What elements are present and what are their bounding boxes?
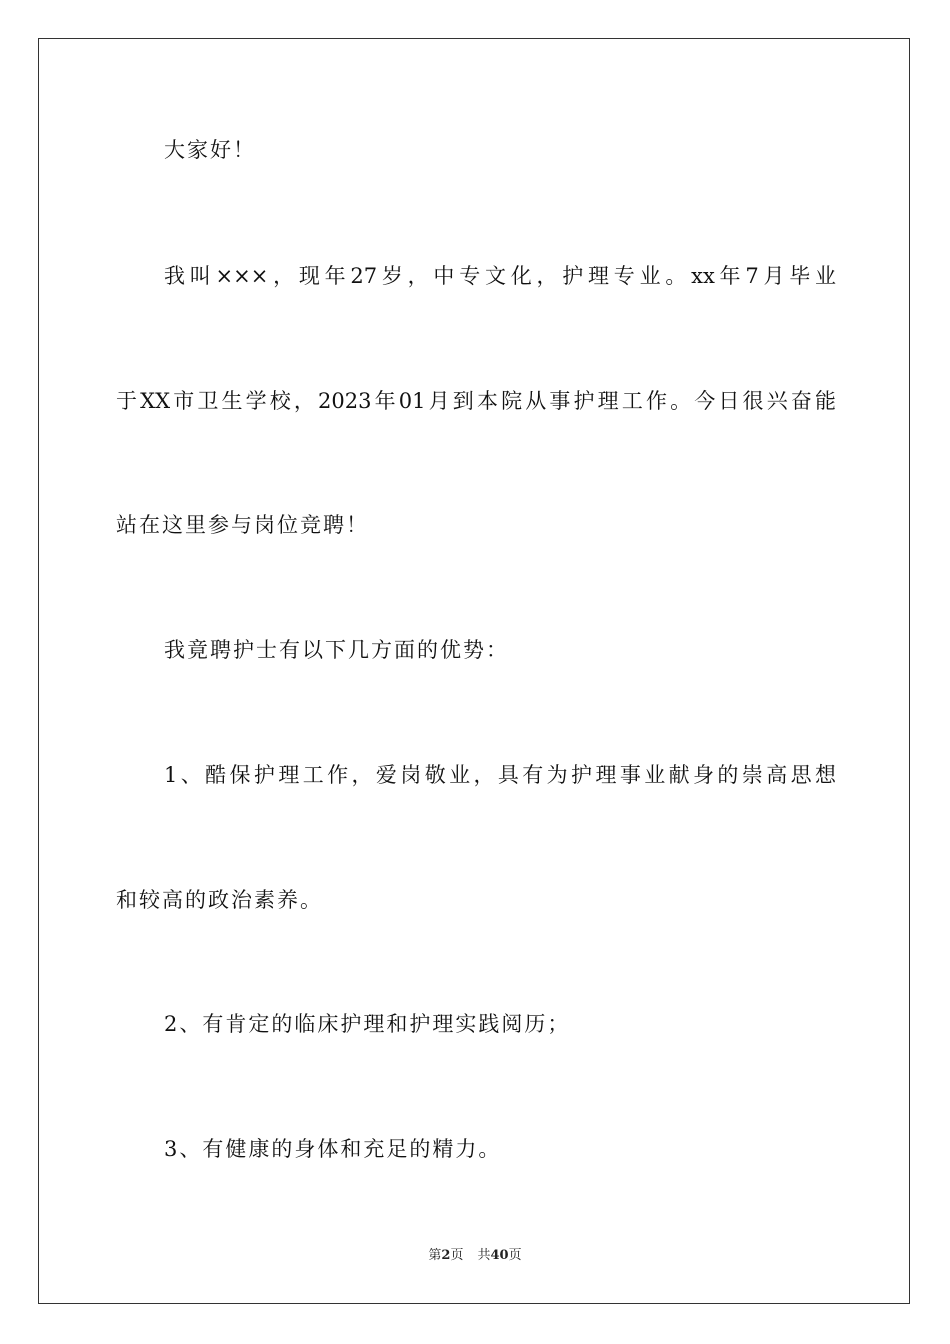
intro-line-2: 于XX市卫生学校，2023年01月到本院从事护理工作。今日很兴奋能: [116, 389, 836, 413]
advantages-heading: 我竟聘护士有以下几方面的优势：: [164, 638, 509, 662]
advantage-3-line: 3、有健康的身体和充足的精力。: [164, 1137, 502, 1161]
advantage-2-line: 2、有肯定的临床护理和护理实践阅历；: [164, 1012, 571, 1036]
page-border: [38, 38, 910, 1304]
footer-page-number: 2: [441, 1248, 451, 1263]
footer-total-pages: 40: [490, 1248, 509, 1263]
footer-page-suffix: 页: [450, 1248, 464, 1263]
advantage-1-line-1: 1、酷保护理工作，爱岗敬业，具有为护理事业献身的崇高思想: [164, 763, 836, 787]
intro-line-1: 我叫×××，现年27岁，中专文化，护理专业。xx年7月毕业: [164, 264, 836, 288]
greeting-line: 大家好！: [164, 138, 256, 162]
footer-total-prefix: 共: [477, 1248, 491, 1263]
footer-page-prefix: 第: [428, 1248, 442, 1263]
footer-total-suffix: 页: [508, 1248, 522, 1263]
advantage-1-line-2: 和较高的政治素养。: [116, 888, 323, 912]
page-footer: [0, 1247, 950, 1265]
intro-line-3: 站在这里参与岗位竞聘！: [116, 513, 369, 537]
